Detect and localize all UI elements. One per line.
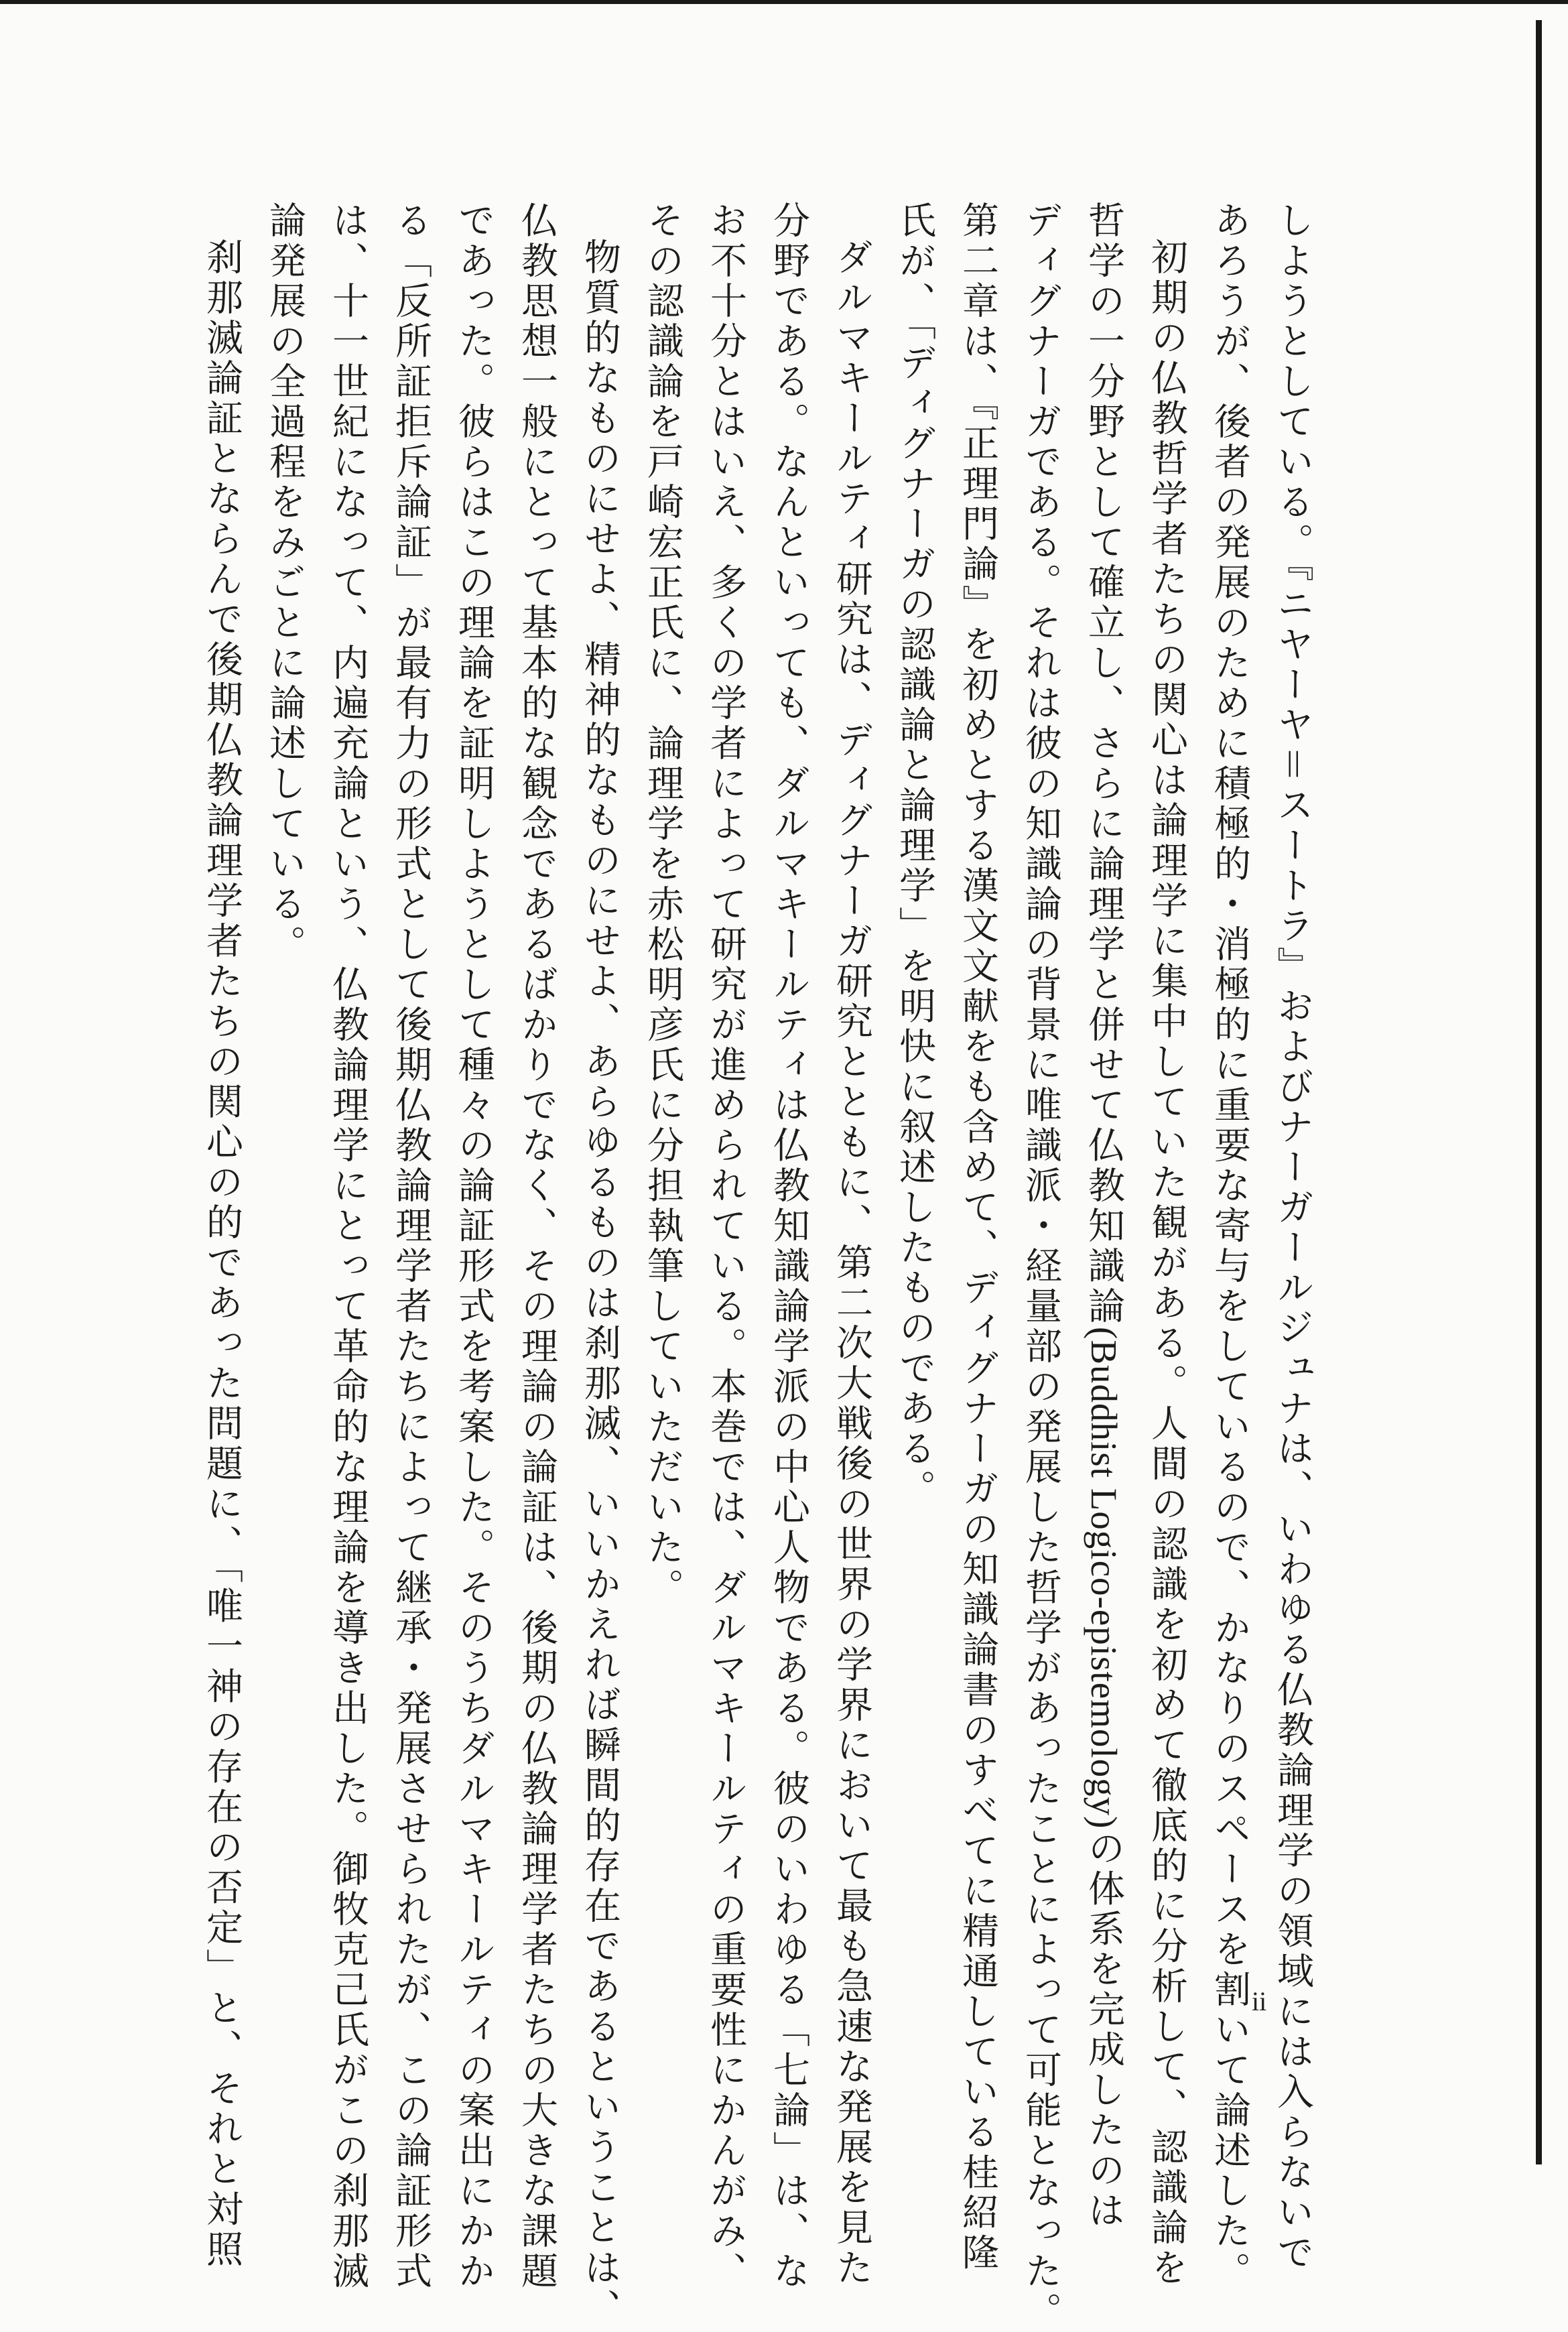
text-line (1072, 201, 1135, 2231)
paragraph-start: 刹那滅論証とならんで後期仏教論理学者たちの関心の的であった問題に、「唯一神の存在の否定」と、それと対照 (200, 238, 243, 2270)
text-line: その認識論を戸崎宏正氏に、論理学を赤松明彦氏に分担執筆していただいた。 (641, 201, 684, 1608)
text-line: であった。彼らはこの理論を証明しようとして種々の論証形式を考案した。そのうちダルマキールティの案出にかか (452, 201, 495, 2292)
text-line: あろうが、後者の発展のために積極的・消極的に重要な寄与をしているので、かなりのスペースを割いて論述した。 (1208, 201, 1251, 2292)
latin-term: (Buddhist Logico-epistemology) (1084, 1327, 1124, 1829)
page-number: ii (1252, 1986, 1267, 2016)
text-line: 仏教思想一般にとって基本的な観念であるばかりでなく、その理論の論証は、後期の仏教論理学者たちの大きな課題 (515, 201, 558, 2292)
top-border-rule (0, 0, 1568, 4)
text-line: ディグナーガである。それは彼の知識論の背景に唯識派・経量部の発展した哲学があったことによって可能となった。 (1019, 201, 1062, 2332)
text-segment: 哲学の一分野として確立し、さらに論理学と併せて仏教知識論 (1082, 201, 1125, 1327)
paragraph-start: 初期の仏教哲学者たちの関心は論理学に集中していた観がある。人間の認識を初めて徹底的に分析して、認識論を (1145, 238, 1188, 2288)
text-line: 第二章は、『正理門論』を初めとする漢文文献をも含めて、ディグナーガの知識論書のすべてに精通している桂紹隆 (956, 201, 999, 2274)
text-line: お不十分とはいえ、多くの学者によって研究が進められている。本巻では、ダルマキールティの重要性にかんがみ、 (704, 201, 747, 2292)
paragraph-start: 物質的なものにせよ、精神的なものにせよ、あらゆるものは刹那滅、いいかえれば瞬間的存在であるということは、 (578, 238, 621, 2329)
text-segment: の体系を完成したのは (1082, 1829, 1125, 2231)
paragraph-start: ダルマキールティ研究は、ディグナーガ研究とともに、第二次大戦後の世界の学界において最も急速な発展を見た (830, 238, 873, 2288)
text-line: しようとしている。『ニヤーヤ＝スートラ』およびナーガールジュナは、いわゆる仏教論理学の領域には入らないで (1271, 201, 1314, 2274)
text-line: 分野である。なんといっても、ダルマキールティは仏教知識論学派の中心人物である。彼のいわゆる「七論」は、な (767, 201, 810, 2292)
text-line: る「反所証拒斥論証」が最有力の形式として後期仏教論理学者たちによって継承・発展させられたが、この論証形式 (389, 201, 432, 2292)
right-border-rule (1536, 20, 1542, 2164)
text-line: は、十一世紀になって、内遍充論という、仏教論理学にとって革命的な理論を導き出した。御牧克己氏がこの刹那滅 (326, 201, 369, 2292)
text-line: 論発展の全過程をみごとに論述している。 (263, 201, 306, 965)
text-line: 氏が、「ディグナーガの認識論と論理学」を明快に叙述したものである。 (893, 201, 936, 1510)
